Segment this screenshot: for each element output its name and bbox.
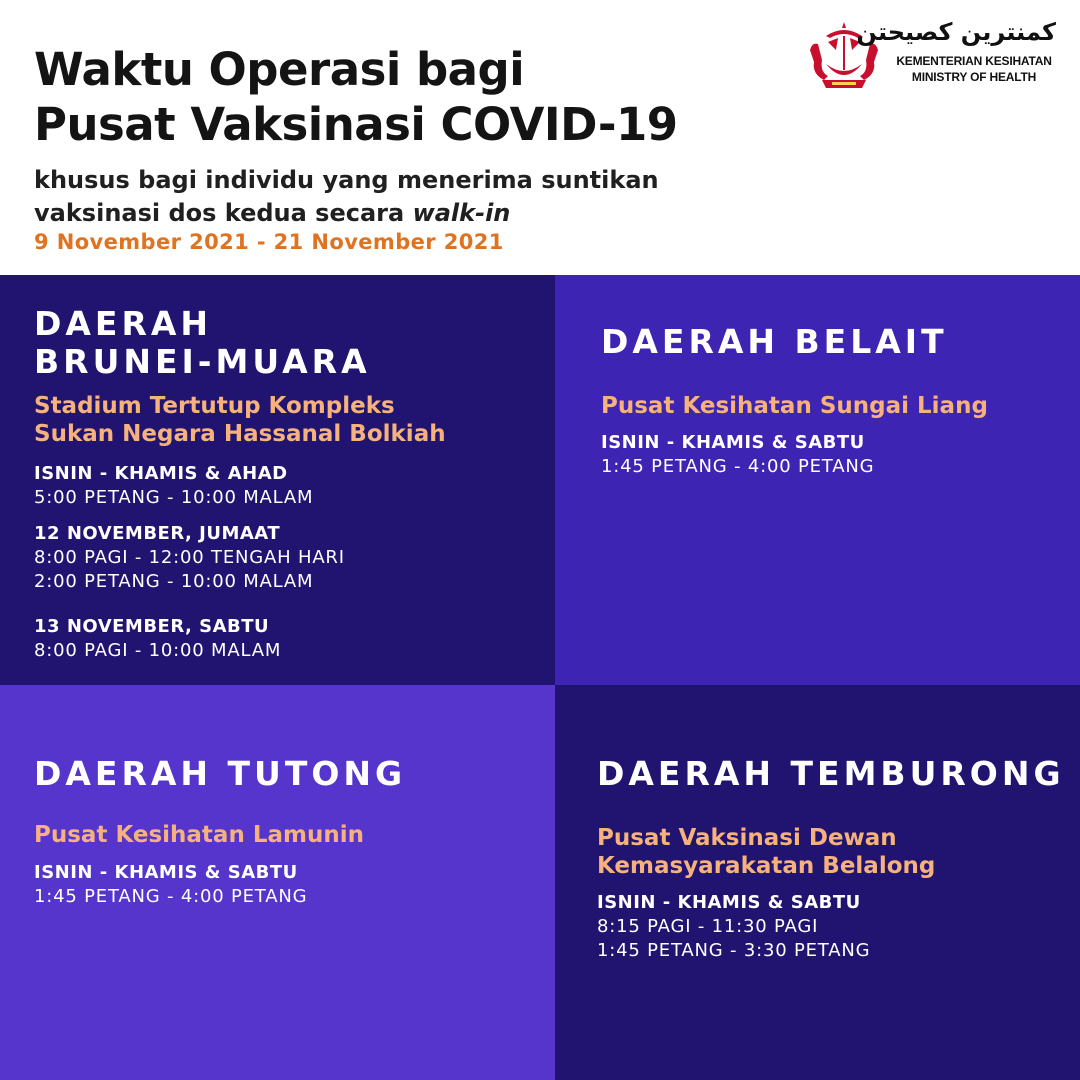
schedule-block [34, 462, 313, 510]
venue-name-line: Kemasyarakatan Belalong [597, 853, 936, 879]
schedule-days: ISNIN - KHAMIS & AHAD [34, 463, 288, 484]
venue-name [34, 392, 446, 448]
district-name-line: DAERAH TEMBURONG [597, 754, 1065, 793]
district-name-line: DAERAH BELAIT [601, 322, 948, 361]
schedule-block [34, 861, 307, 909]
schedule-days: 13 NOVEMBER, SABTU [34, 616, 270, 637]
venue-name [597, 824, 935, 880]
venue-name-line: Pusat Kesihatan Lamunin [34, 822, 364, 848]
schedule-block [34, 522, 345, 594]
subtitle [34, 164, 659, 230]
venue-name [34, 821, 364, 849]
district-name [597, 755, 1065, 793]
district-name [34, 305, 371, 381]
subtitle-line-2 [34, 197, 659, 230]
district-brunei-muara-panel [0, 275, 555, 685]
district-name [601, 323, 948, 361]
schedule-block [601, 431, 874, 479]
schedule-time: 1:45 PETANG - 4:00 PETANG [601, 456, 875, 477]
venue-name-line: Pusat Kesihatan Sungai Liang [601, 393, 988, 419]
subtitle-emphasis: walk-in [412, 199, 511, 227]
ministry-name-english: MINISTRY OF HEALTH [911, 70, 1037, 84]
ministry-name-malay: KEMENTERIAN KESIHATAN [896, 54, 1052, 68]
district-name-line: DAERAH [34, 304, 213, 343]
schedule-time: 1:45 PETANG - 3:30 PETANG [597, 940, 871, 961]
header [0, 0, 1080, 275]
title-line-2: Pusat Vaksinasi COVID-19 [34, 98, 678, 151]
district-name-line: BRUNEI-MUARA [34, 342, 371, 381]
schedule-days: 12 NOVEMBER, JUMAAT [34, 523, 281, 544]
schedule-time: 8:00 PAGI - 12:00 TENGAH HARI [34, 547, 345, 568]
ministry-name-jawi: كمنترين كصيحتن [856, 18, 1056, 46]
district-temburong-panel [555, 685, 1080, 1080]
venue-name-line: Pusat Vaksinasi Dewan [597, 825, 897, 851]
schedule-time: 2:00 PETANG - 10:00 MALAM [34, 571, 314, 592]
district-name-line: DAERAH TUTONG [34, 754, 407, 793]
venue-name-line: Sukan Negara Hassanal Bolkiah [34, 421, 446, 447]
schedule-block [34, 615, 281, 663]
schedule-block [597, 891, 870, 963]
venue-name [601, 392, 988, 420]
district-name [34, 755, 406, 793]
schedule-days: ISNIN - KHAMIS & SABTU [601, 432, 865, 453]
date-range: 9 November 2021 - 21 November 2021 [34, 230, 504, 254]
schedule-days: ISNIN - KHAMIS & SABTU [34, 862, 298, 883]
schedule-time: 1:45 PETANG - 4:00 PETANG [34, 886, 308, 907]
ministry-logo [808, 18, 1058, 98]
subtitle-line-2-prefix: vaksinasi dos kedua secara [34, 199, 413, 227]
schedule-time: 5:00 PETANG - 10:00 MALAM [34, 487, 314, 508]
schedule-time: 8:00 PAGI - 10:00 MALAM [34, 640, 282, 661]
subtitle-line-1: khusus bagi individu yang menerima suntikan [34, 166, 659, 194]
district-tutong-panel [0, 685, 555, 1080]
venue-name-line: Stadium Tertutup Kompleks [34, 393, 395, 419]
schedule-time: 8:15 PAGI - 11:30 PAGI [597, 916, 819, 937]
page-title [34, 42, 678, 152]
title-line-1: Waktu Operasi bagi [34, 43, 525, 96]
district-belait-panel [555, 275, 1080, 685]
schedule-days: ISNIN - KHAMIS & SABTU [597, 892, 861, 913]
